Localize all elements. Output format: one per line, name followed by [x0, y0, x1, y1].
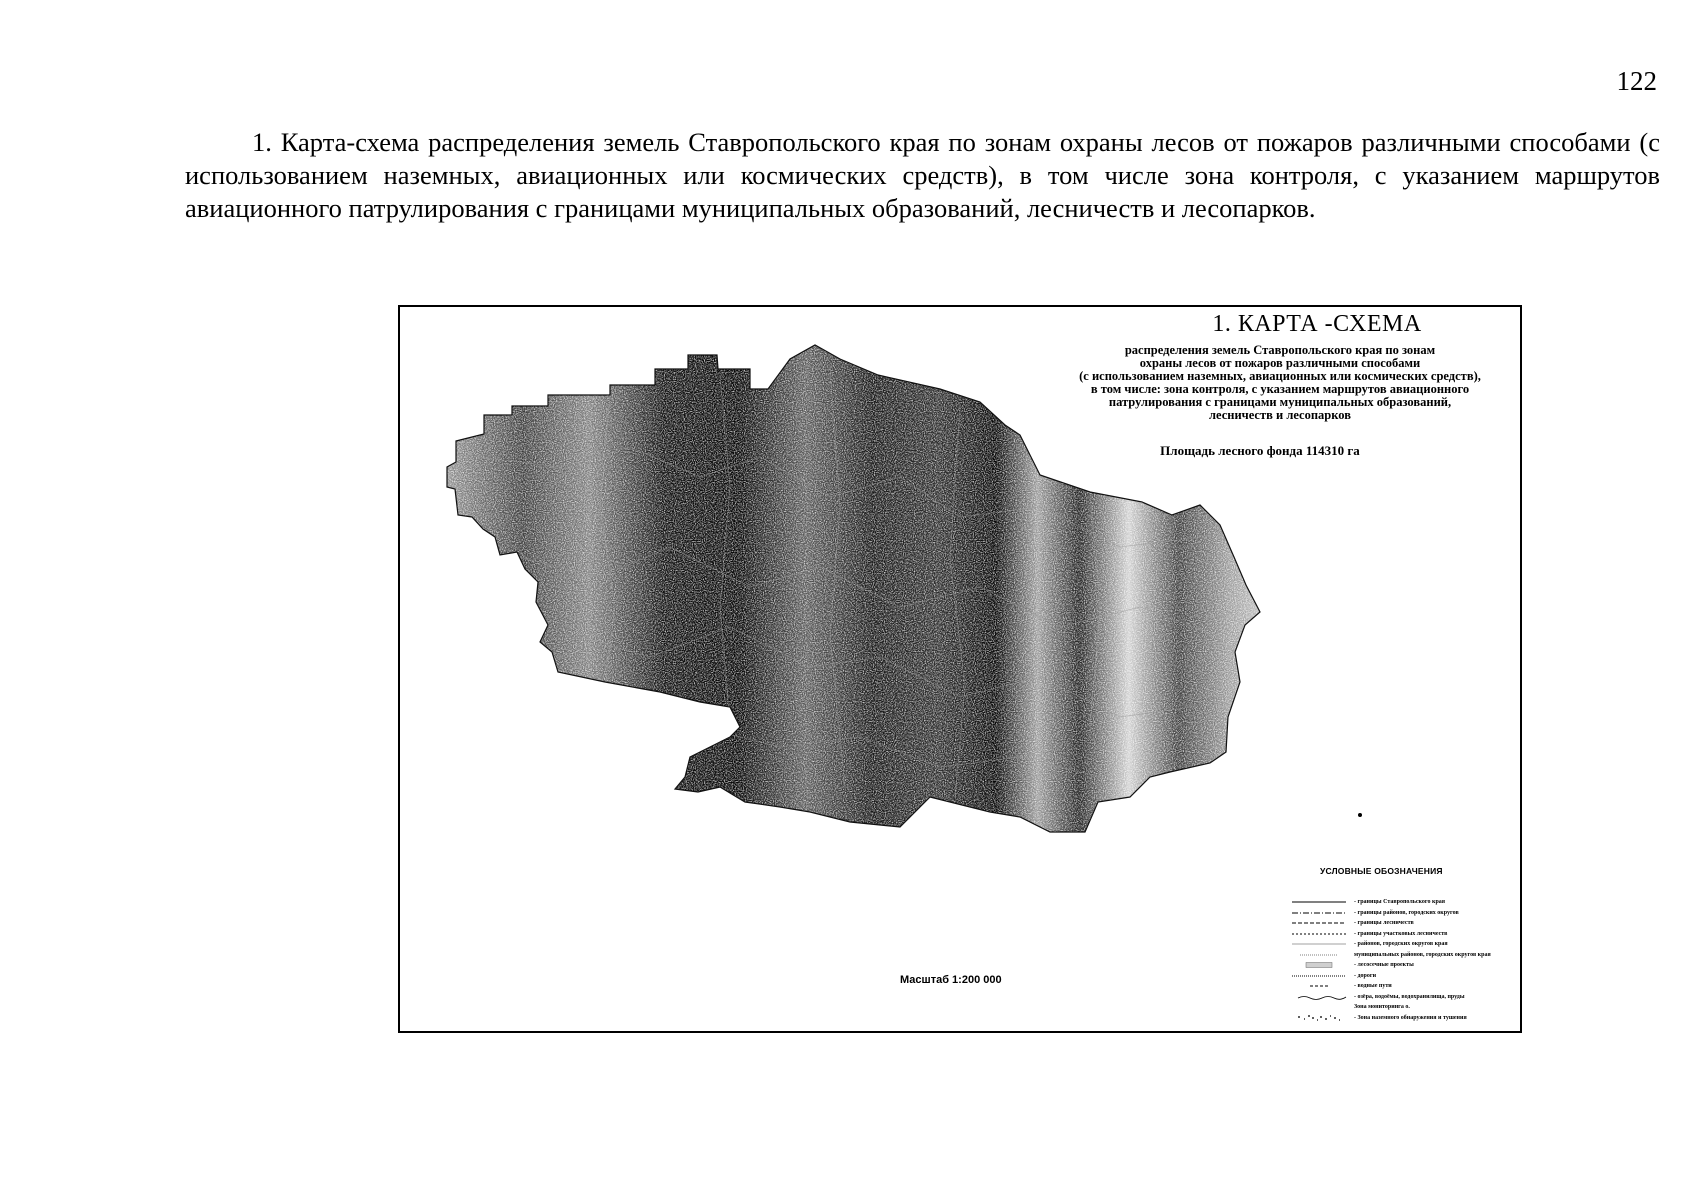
gray-box-icon — [1290, 962, 1348, 968]
speckle-icon — [1290, 1015, 1348, 1021]
legend-item — [1290, 1002, 1510, 1013]
legend-label: - границы участковых лесничеств — [1354, 930, 1448, 937]
map-scale-label: Масштаб 1:200 000 — [900, 974, 1002, 986]
legend-label: муниципальных районов, городских округов края — [1354, 951, 1491, 958]
legend-item — [1290, 981, 1510, 992]
legend-label: Зона мониторинга о. — [1354, 1004, 1410, 1011]
legend-label: - районов, городских округов края — [1354, 941, 1448, 948]
legend-label: - водные пути — [1354, 983, 1392, 990]
map-subtitle-line: лесничеств и лесопарков — [1209, 408, 1351, 422]
page-number: 122 — [1616, 66, 1657, 96]
thin-line-icon — [1290, 941, 1348, 947]
legend-item — [1290, 908, 1510, 919]
map-subtitle — [1030, 344, 1530, 422]
map-title: 1. КАРТА -СХЕМА — [1212, 311, 1422, 337]
legend-item — [1290, 971, 1510, 982]
dotted-line-icon — [1290, 931, 1348, 937]
legend-title: УСЛОВНЫЕ ОБОЗНАЧЕНИЯ — [1320, 866, 1443, 876]
legend-item — [1290, 950, 1510, 961]
dash-line-icon — [1290, 983, 1348, 989]
map-subtitle-line: распределения земель Ставропольского края по зонам — [1124, 343, 1436, 357]
map-subtitle-line: охраны лесов от пожаров различными способами — [1139, 356, 1421, 370]
legend-label: - лесосечные проекты — [1354, 962, 1414, 969]
label-text-icon — [1290, 952, 1348, 958]
solid-line-icon — [1290, 899, 1348, 905]
map-subtitle-line: в том числе: зона контроля, с указанием маршрутов авиационного — [1090, 382, 1470, 396]
wave-line-icon — [1290, 994, 1348, 1000]
road-line-icon — [1290, 973, 1348, 979]
legend-item — [1290, 992, 1510, 1003]
figure-caption: 1. Карта-схема распределения земель Ставропольского края по зонам охраны лесов от пожаров различными способами (с использованием наземных, авиационных или космических средств), в том числе зона контроля, с указанием маршрутов авиационного патрулирования с границами муниципальных образований, лесничеств и лесопарков. — [185, 127, 1660, 223]
legend-item — [1290, 939, 1510, 950]
legend-item — [1290, 1013, 1510, 1024]
legend-label: - границы районов, городских округов — [1354, 909, 1459, 916]
dash-dot-line-icon — [1290, 910, 1348, 916]
legend-label: - границы лесничеств — [1354, 920, 1414, 927]
legend-item — [1290, 918, 1510, 929]
map-subtitle-line: патрулирования с границами муниципальных образований, — [1108, 395, 1452, 409]
legend-label: - озёра, водоёмы, водохранилища, пруды — [1354, 993, 1465, 1000]
map-subtitle-line: (с использованием наземных, авиационных или космических средств), — [1079, 369, 1481, 383]
blank-icon — [1290, 1004, 1348, 1010]
legend-label: - Зона наземного обнаружения и тушения — [1354, 1014, 1467, 1021]
forest-area-label: Площадь лесного фонда 114310 га — [1160, 443, 1360, 458]
legend-item — [1290, 897, 1510, 908]
legend-label: - границы Ставропольского края — [1354, 899, 1446, 906]
dashed-line-icon — [1290, 920, 1348, 926]
legend-label: - дороги — [1354, 972, 1377, 979]
legend-item — [1290, 960, 1510, 971]
map-legend — [1290, 897, 1510, 1023]
legend-item — [1290, 929, 1510, 940]
